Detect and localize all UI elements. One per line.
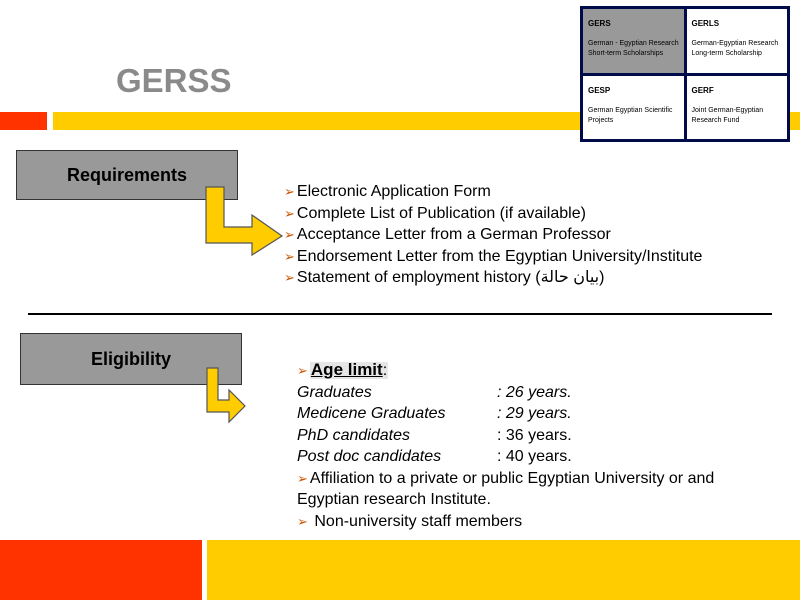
age-limit-heading-row [297, 359, 777, 382]
age-row [297, 403, 777, 425]
age-group: PhD candidates [297, 426, 410, 444]
bullet-arrow-icon: ➢ [297, 470, 308, 486]
staff-text: Non-university staff members [314, 512, 523, 530]
program-code: GESP [588, 85, 611, 95]
requirements-label: Requirements [66, 164, 188, 185]
program-cell-gerf [687, 76, 788, 140]
age-limit-value: : 36 years. [497, 426, 572, 444]
list-item-text: Endorsement Letter from the Egyptian University/Institute [296, 247, 703, 265]
bullet-arrow-icon: ➢ [284, 248, 295, 264]
program-cell-gesp [583, 76, 684, 140]
program-code: GERF [691, 85, 714, 95]
bottom-bar-yellow [207, 540, 800, 600]
program-code: GERS [588, 19, 611, 28]
list-item-text: Complete List of Publication (if available) [296, 204, 586, 222]
bullet-arrow-icon: ➢ [297, 513, 308, 529]
list-item-text: Acceptance Letter from a German Professor [296, 226, 611, 243]
list-item-text: Statement of employment history (بيان حالة) [296, 269, 605, 286]
age-row [297, 446, 777, 468]
program-cell-gerls [687, 9, 788, 73]
bent-arrow-icon [205, 366, 247, 426]
age-limit-heading: Age limit [310, 360, 383, 379]
age-group: Post doc candidates [297, 448, 442, 465]
requirements-list [284, 181, 702, 289]
program-name: German Egyptian Scientific Projects [588, 106, 673, 124]
age-limit-value: : 40 years. [497, 448, 572, 465]
bullet-arrow-icon: ➢ [284, 270, 295, 285]
list-item [297, 468, 777, 511]
list-item [284, 267, 702, 289]
affiliation-text: Affiliation to a private or public Egyptian University or and Egyptian research Institute. [297, 469, 715, 508]
age-row [297, 425, 777, 447]
age-group: Medicene Graduates [297, 405, 446, 422]
list-item [284, 224, 702, 246]
list-item-text: Electronic Application Form [296, 183, 491, 200]
bullet-arrow-icon: ➢ [284, 227, 295, 242]
age-row [297, 382, 777, 404]
age-limit-value: : 29 years. [497, 405, 572, 422]
program-code: GERLS [691, 19, 720, 28]
bottom-bar-red [0, 540, 202, 600]
list-item [284, 203, 702, 225]
program-name: German-Egyptian Research Long-term Scholarship [691, 40, 779, 57]
program-grid [580, 6, 790, 142]
bent-arrow-icon [203, 185, 285, 257]
program-cell-gers [583, 9, 684, 73]
bullet-arrow-icon: ➢ [284, 205, 295, 221]
age-group: Graduates [297, 383, 372, 401]
eligibility-label: Eligibility [90, 348, 171, 369]
bullet-arrow-icon: ➢ [284, 184, 295, 199]
section-divider [28, 313, 772, 315]
bullet-arrow-icon: ➢ [297, 363, 308, 378]
top-stripe-red [0, 112, 47, 130]
age-limit-colon: : [382, 362, 388, 379]
list-item [284, 181, 702, 203]
program-name: Joint German-Egyptian Research Fund [691, 106, 764, 124]
list-item [284, 246, 702, 268]
list-item [297, 511, 777, 533]
age-limit-value: : 26 years. [497, 383, 572, 401]
eligibility-content [297, 359, 777, 532]
program-name: German - Egyptian Research Short-term Scholarships [588, 40, 679, 57]
page-title: GERSS [116, 62, 232, 99]
